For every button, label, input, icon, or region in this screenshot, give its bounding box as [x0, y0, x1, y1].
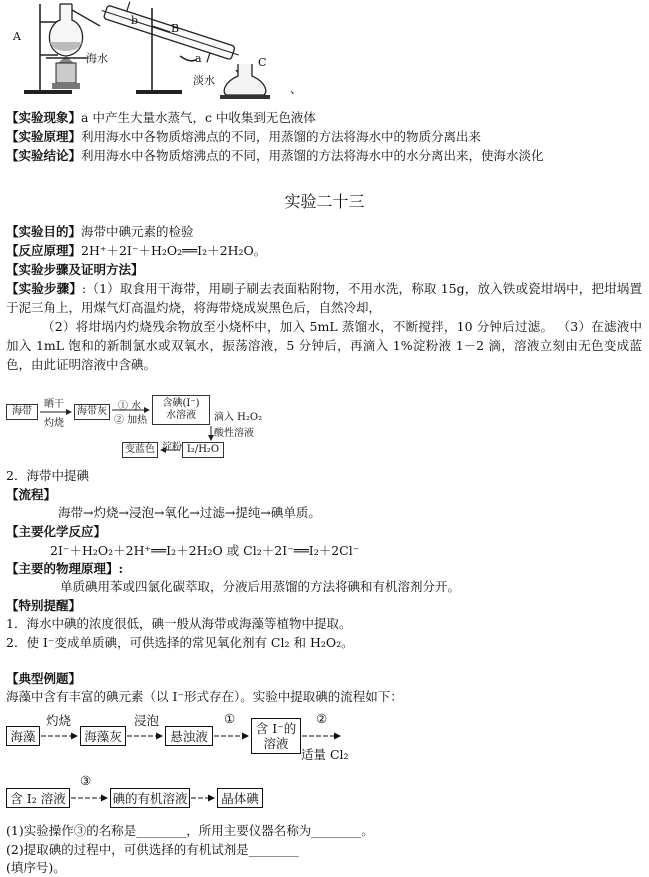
- example-iodide-line1: 含 I⁻的: [255, 721, 297, 736]
- extraction-process-label: 【流程】: [6, 487, 57, 502]
- example-q2-note: (填序号)。: [6, 860, 66, 875]
- example-label: 【典型例题】: [6, 671, 82, 686]
- exp23-steps-label: 【实验步骤及证明方法】: [6, 262, 144, 277]
- flow1-box-seaweed: 海带: [6, 404, 38, 420]
- extraction-physical-label: 【主要的物理原理】:: [6, 561, 124, 576]
- example-box-algae-ash: 海藻灰: [80, 726, 126, 746]
- example-box-suspension: 悬浊液: [165, 726, 213, 746]
- trailing-mark: 、: [290, 82, 303, 96]
- distillation-apparatus: [0, 0, 330, 102]
- label-b: b: [131, 14, 139, 27]
- flow1-box-iodine: I₂/H₂O: [182, 442, 224, 458]
- flow1-arrow1-bottom: 灼烧: [44, 418, 64, 429]
- example-iodide-line2: 溶液: [263, 736, 289, 751]
- label-seawater: 海水: [86, 52, 108, 65]
- example-intro: 海藻中含有丰富的碘元素（以 I⁻形式存在）。实验中提取碘的流程如下：: [6, 689, 403, 704]
- example-box-organic: 碘的有机溶液: [110, 788, 190, 808]
- exp23-purpose: 【实验目的】海带中碘元素的检验: [6, 224, 194, 239]
- example-arrow3-label: ①: [224, 711, 236, 726]
- extraction-reaction-text: 2I⁻＋H₂O₂＋2H⁺══I₂＋2H₂O 或 Cl₂＋2I⁻══I₂＋2Cl⁻: [50, 543, 360, 558]
- example-arrow5-label: ③: [80, 773, 92, 788]
- extraction-tips-label: 【特别提醒】: [6, 598, 82, 613]
- flow1-box-ash: 海带灰: [74, 404, 110, 420]
- extraction-heading: 2．海带中提碘: [6, 468, 89, 483]
- extraction-process-text: 海带→灼烧→浸泡→氧化→过滤→提纯→碘单质。: [58, 505, 321, 520]
- label-C: C: [258, 56, 267, 69]
- exp23-reaction: 【反应原理】2H⁺＋2I⁻＋H₂O₂══I₂＋2H₂O。: [6, 243, 267, 258]
- extraction-tip2: 2．使 I⁻变成单质碘，可供选择的常见氧化剂有 Cl₂ 和 H₂O₂。: [6, 635, 354, 650]
- example-q2: (2)提取碘的过程中，可供选择的有机试剂是________: [6, 842, 299, 857]
- flow1-arrow2-top: ① 水: [118, 401, 142, 412]
- flow1-solution-line2: 水溶液: [166, 410, 196, 421]
- label-A: A: [13, 30, 21, 43]
- flow1-solution-line1: 含碘(I⁻): [162, 398, 200, 409]
- example-box-crystal: 晶体碘: [217, 788, 263, 808]
- label-a: a: [195, 52, 202, 65]
- extraction-physical-text: 单质碘用苯或四氯化碳萃取，分液后用蒸馏的方法将碘和有机溶剂分开。: [60, 579, 461, 594]
- example-flow-arrows: [0, 700, 360, 820]
- exp23-step1: 【实验步骤】:（1）取食用干海带，用刷子刷去表面粘附物，不用水洗，称取 15g，放入铁或瓷坩埚中，把坩埚置于泥三角上，用煤气灯高温灼烧，将海带烧成炭黑色后，自然冷却，: [6, 281, 642, 315]
- flow1-arrow2-bottom: ② 加热: [114, 415, 148, 426]
- example-arrow2-label: 浸泡: [134, 713, 160, 728]
- example-arrow4-label: ②: [316, 711, 328, 726]
- exp22-conclusion: 【实验结论】利用海水中各物质熔沸点的不同，用蒸馏的方法将海水中的水分离出来，使海水淡化: [6, 148, 544, 163]
- example-q1: (1)实验操作③的名称是________，所用主要仪器名称为________。: [6, 823, 374, 838]
- example-arrow1-label: 灼烧: [46, 713, 72, 728]
- extraction-reaction-label: 【主要化学反应】: [6, 524, 107, 539]
- example-arrow4-below: 适量 Cl₂: [301, 747, 349, 762]
- flow1-down-label1: 滴入 H₂O₂: [214, 412, 263, 423]
- label-B: B: [171, 22, 180, 35]
- flow1-arrow1-top: 晒干: [44, 399, 64, 410]
- exp22-phenomenon: 【实验现象】a 中产生大量水蒸气，c 中收集到无色液体: [6, 110, 316, 125]
- flow1-down-label2: 酸性溶液: [214, 428, 254, 439]
- example-box-algae: 海藻: [6, 726, 40, 746]
- flow1-box-blue: 变蓝色: [122, 442, 158, 458]
- flow1-arrows: [0, 390, 263, 465]
- exp23-title: 实验二十三: [284, 192, 365, 211]
- example-box-i2: 含 I₂ 溶液: [6, 788, 70, 808]
- exp22-principle: 【实验原理】利用海水中各物质熔沸点的不同，用蒸馏的方法将海水中的物质分离出来: [6, 129, 482, 144]
- exp23-step23: （2）将坩埚内灼烧残余物放至小烧杯中，加入 5mL 蒸馏水，不断搅拌，10 分钟后过滤。 （3）在滤液中加入 1mL 饱和的新制氯水或双氧水，振荡溶液，5 分钟后，再滴入 1%淀粉液 1－2 滴，溶液立刻由无色变成蓝色，由此证明溶液中含碘。: [6, 319, 642, 372]
- flow1-arrow-starch: 淀粉: [162, 442, 182, 453]
- label-fresh-water: 淡水: [193, 74, 215, 87]
- extraction-tip1: 1．海水中碘的浓度很低，碘一般从海带或海藻等植物中提取。: [6, 616, 352, 631]
